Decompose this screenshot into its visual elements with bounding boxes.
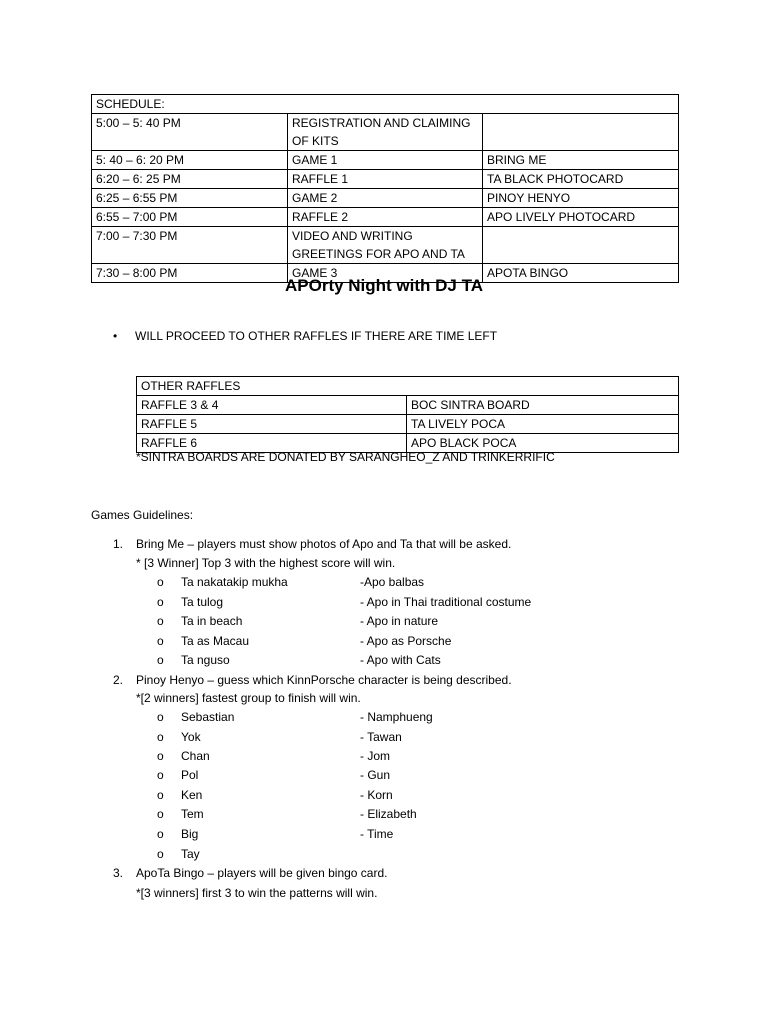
- sub-bullet-mark: o: [157, 575, 164, 589]
- schedule-activity: GAME 3: [288, 264, 483, 283]
- raffle-name: RAFFLE 5: [137, 415, 407, 434]
- item-right: - Jom: [360, 749, 390, 763]
- item-right: - Gun: [360, 768, 391, 782]
- schedule-activity: VIDEO AND WRITING GREETINGS FOR APO AND TA: [288, 227, 483, 264]
- item-left: Ta nakatakip mukha: [181, 575, 288, 589]
- sub-bullet-mark: o: [157, 827, 164, 841]
- game-number: 3.: [113, 866, 124, 880]
- item-right: - Apo with Cats: [360, 653, 441, 667]
- schedule-activity: GAME 2: [288, 189, 483, 208]
- bullet-text: WILL PROCEED TO OTHER RAFFLES IF THERE ARE TIME LEFT: [135, 329, 498, 343]
- item-left: Ta nguso: [181, 653, 230, 667]
- schedule-activity: RAFFLE 1: [288, 170, 483, 189]
- schedule-activity: GAME 1: [288, 151, 483, 170]
- bullet-mark: •: [113, 329, 118, 343]
- schedule-time: 5: 40 – 6: 20 PM: [92, 151, 288, 170]
- sub-bullet-mark: o: [157, 710, 164, 724]
- schedule-time: 7:30 – 8:00 PM: [92, 264, 288, 283]
- sub-bullet-mark: o: [157, 614, 164, 628]
- game-rule: *[3 winners] first 3 to win the patterns will win.: [136, 886, 378, 900]
- item-right: - Apo in nature: [360, 614, 439, 628]
- sub-bullet-mark: o: [157, 749, 164, 763]
- raffle-name: RAFFLE 3 & 4: [137, 396, 407, 415]
- schedule-header-row: [92, 95, 679, 114]
- item-left: Sebastian: [181, 710, 235, 724]
- table-row: [92, 114, 679, 151]
- item-right: - Apo as Porsche: [360, 634, 452, 648]
- schedule-time: 5:00 – 5: 40 PM: [92, 114, 288, 151]
- sub-bullet-mark: o: [157, 595, 164, 609]
- item-left: Tay: [181, 847, 200, 861]
- schedule-detail: APOTA BINGO: [483, 264, 679, 283]
- table-row: [137, 396, 679, 415]
- schedule-activity: RAFFLE 2: [288, 208, 483, 227]
- schedule-header: SCHEDULE:: [92, 95, 679, 114]
- table-row: [92, 151, 679, 170]
- game-number: 1.: [113, 537, 124, 551]
- page-title: APOrty Night with DJ TA: [284, 276, 483, 295]
- raffle-prize: BOC SINTRA BOARD: [407, 396, 679, 415]
- sub-bullet-mark: o: [157, 634, 164, 648]
- raffle-prize: APO BLACK POCA: [407, 434, 679, 453]
- game-number: 2.: [113, 673, 124, 687]
- donation-note: *SINTRA BOARDS ARE DONATED BY SARANGHEO_Z AND TRINKERRIFIC: [136, 450, 555, 464]
- raffle-prize: TA LIVELY POCA: [407, 415, 679, 434]
- raffle-name: RAFFLE 6: [137, 434, 407, 453]
- schedule-detail: [483, 114, 679, 151]
- bullet-item: [113, 329, 497, 343]
- table-row: [137, 415, 679, 434]
- sub-bullet-mark: o: [157, 788, 164, 802]
- item-left: Ken: [181, 788, 203, 802]
- schedule-detail: BRING ME: [483, 151, 679, 170]
- item-right: - Korn: [360, 788, 393, 802]
- table-row: [92, 189, 679, 208]
- schedule-time: 6:55 – 7:00 PM: [92, 208, 288, 227]
- schedule-detail: TA BLACK PHOTOCARD: [483, 170, 679, 189]
- item-right: - Namphueng: [360, 710, 433, 724]
- table-row: [92, 208, 679, 227]
- schedule-time: 7:00 – 7:30 PM: [92, 227, 288, 264]
- item-left: Ta in beach: [181, 614, 243, 628]
- schedule-table: [91, 94, 679, 283]
- schedule-time: 6:20 – 6: 25 PM: [92, 170, 288, 189]
- sub-bullet-mark: o: [157, 730, 164, 744]
- schedule-detail: PINOY HENYO: [483, 189, 679, 208]
- item-left: Yok: [181, 730, 201, 744]
- schedule-activity: REGISTRATION AND CLAIMING OF KITS: [288, 114, 483, 151]
- sub-bullet-mark: o: [157, 653, 164, 667]
- schedule-detail: APO LIVELY PHOTOCARD: [483, 208, 679, 227]
- guidelines-heading: Games Guidelines:: [91, 508, 194, 522]
- other-raffles-table: [136, 376, 679, 453]
- other-raffles-header: OTHER RAFFLES: [137, 377, 679, 396]
- item-left: Chan: [181, 749, 210, 763]
- sub-bullet-mark: o: [157, 807, 164, 821]
- item-right: - Tawan: [360, 730, 402, 744]
- game-rule: *[2 winners] fastest group to finish will win.: [136, 691, 361, 705]
- item-left: Pol: [181, 768, 199, 782]
- item-left: Ta as Macau: [181, 634, 250, 648]
- game-description: Pinoy Henyo – guess which KinnPorsche character is being described.: [136, 673, 512, 687]
- sub-bullet-mark: o: [157, 847, 164, 861]
- item-right: - Apo in Thai traditional costume: [360, 595, 532, 609]
- table-row: [92, 170, 679, 189]
- sub-bullet-mark: o: [157, 768, 164, 782]
- schedule-time: 6:25 – 6:55 PM: [92, 189, 288, 208]
- item-left: Ta tulog: [181, 595, 224, 609]
- item-right: -Apo balbas: [360, 575, 425, 589]
- item-left: Tem: [181, 807, 204, 821]
- schedule-detail: [483, 227, 679, 264]
- game-description: ApoTa Bingo – players will be given bingo card.: [136, 866, 388, 880]
- game-rule: * [3 Winner] Top 3 with the highest score will win.: [136, 556, 396, 570]
- other-raffles-header-row: [137, 377, 679, 396]
- item-left: Big: [181, 827, 199, 841]
- table-row: [92, 227, 679, 264]
- item-right: - Elizabeth: [360, 807, 417, 821]
- game-description: Bring Me – players must show photos of Apo and Ta that will be asked.: [136, 537, 512, 551]
- item-right: - Time: [360, 827, 394, 841]
